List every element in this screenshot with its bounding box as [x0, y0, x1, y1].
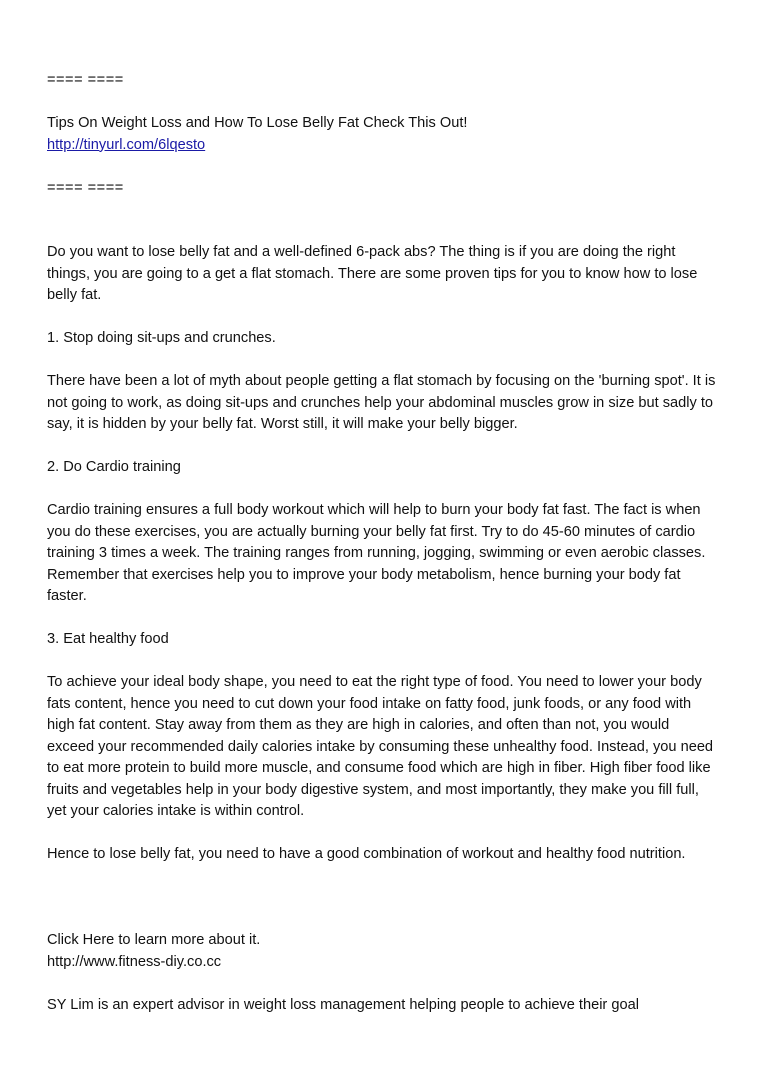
spacer [47, 436, 716, 458]
tip-text-3: To achieve your ideal body shape, you need to eat the right type of food. You need to lower your body fats content, hence you need to cut down your food intake on fatty food, junk foods, or any food with high fat content. Stay away from them as they are high in calories, and often than not, you would exceed your recommended daily calories intake by consuming these unhealthy food. Instead, you need to eat more protein to build more muscle, and consume food which are high in fiber. High fiber food like fruits and vegetables help in your body digestive system, and most importantly, they make you fill full, yet your calories intake is within control. [47, 674, 714, 819]
tip-text-2: Cardio training ensures a full body workout which will help to burn your body fat fast. The fact is when you do these exercises, you are actually burning your belly fat first. Try to do 45-60 minutes of cardio training 3 times a week. The training ranges from running, jogging, swimming or even aerobic classes. Remember that exercises help you to improve your body metabolism, hence burning your body fat faster. [47, 502, 706, 604]
spacer [47, 350, 716, 372]
headline-link[interactable]: http://tinyurl.com/6lqesto [47, 136, 206, 153]
conclusion-paragraph: Hence to lose belly fat, you need to have a good combination of workout and healthy food nutrition. [47, 846, 686, 862]
spacer [47, 866, 716, 931]
spacer [47, 608, 716, 630]
spacer [47, 651, 716, 673]
author-bio: SY Lim is an expert advisor in weight loss management helping people to achieve their goal [47, 996, 639, 1013]
headline: Tips On Weight Loss and How To Lose Belly Fat Check This Out! [47, 115, 468, 131]
spacer [47, 156, 716, 178]
tip-heading-1: 1. Stop doing sit-ups and crunches. [47, 330, 276, 346]
separator-top: ==== ==== [47, 72, 124, 88]
separator-bottom: ==== ==== [47, 179, 124, 196]
tip-text-1: There have been a lot of myth about people getting a flat stomach by focusing on the 'burning spot'. It is not going to work, as doing sit-ups and crunches help your abdominal muscles grow in size but sadly to say, it is hidden by your belly fat. Worst still, it will make your belly bigger. [47, 373, 716, 432]
spacer [47, 307, 716, 329]
tip-heading-2: 2. Do Cardio training [47, 459, 181, 475]
spacer [47, 92, 716, 114]
cta-url[interactable]: http://www.fitness-diy.co.cc [47, 953, 222, 970]
intro-paragraph: Do you want to lose belly fat and a well-defined 6-pack abs? The thing is if you are doing the right things, you are going to a get a flat stomach. There are some proven tips for you to know how to lose belly fat. [47, 244, 698, 303]
spacer [47, 199, 716, 242]
spacer [47, 479, 716, 501]
spacer [47, 823, 716, 845]
spacer [47, 973, 716, 995]
tip-heading-3: 3. Eat healthy food [47, 631, 169, 647]
cta-text[interactable]: Click Here to learn more about it. [47, 932, 261, 948]
